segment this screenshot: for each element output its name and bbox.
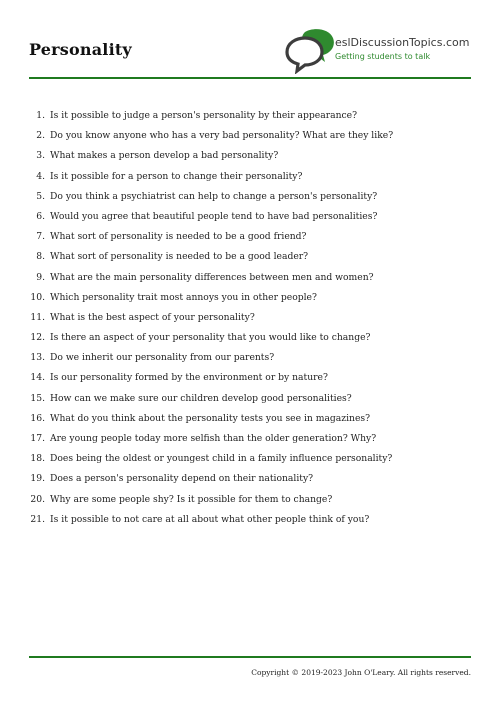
question-text: Is our personality formed by the environment or by nature? bbox=[50, 372, 328, 384]
question-item bbox=[29, 368, 471, 388]
question-number: 10. bbox=[30, 291, 45, 303]
question-text: Do you think a psychiatrist can help to change a person's personality? bbox=[50, 190, 378, 202]
question-number: 18. bbox=[30, 453, 45, 465]
copyright-notice: Copyright © 2019-2023 John O'Leary. All rights reserved. bbox=[251, 668, 471, 677]
question-item bbox=[29, 227, 471, 247]
question-text: What do you think about the personality tests you see in magazines? bbox=[50, 412, 371, 424]
question-number: 3. bbox=[36, 150, 45, 162]
question-item bbox=[29, 490, 471, 510]
question-number: 19. bbox=[30, 473, 45, 485]
question-text: Would you agree that beautiful people tend to have bad personalities? bbox=[50, 210, 378, 222]
page-header bbox=[29, 26, 471, 78]
question-item bbox=[29, 308, 471, 328]
question-text: Does a person's personality depend on their nationality? bbox=[50, 473, 314, 485]
site-logo bbox=[271, 26, 471, 74]
question-text: Why are some people shy? Is it possible for them to change? bbox=[50, 493, 333, 505]
question-text: What sort of personality is needed to be a good leader? bbox=[50, 251, 309, 263]
question-text: Do you know anyone who has a very bad personality? What are they like? bbox=[50, 130, 394, 142]
question-number: 13. bbox=[30, 352, 45, 364]
question-text: What makes a person develop a bad personality? bbox=[50, 150, 279, 162]
header-divider bbox=[29, 77, 471, 79]
question-item bbox=[29, 126, 471, 146]
question-item bbox=[29, 146, 471, 166]
question-text: Is there an aspect of your personality that you would like to change? bbox=[50, 332, 371, 344]
question-text: Is it possible for a person to change their personality? bbox=[50, 170, 303, 182]
question-text: Is it possible to judge a person's personality by their appearance? bbox=[50, 110, 358, 121]
question-item bbox=[29, 288, 471, 308]
logo-brand: eslDiscussionTopics.com bbox=[335, 36, 470, 49]
footer-divider bbox=[29, 656, 471, 658]
question-number: 8. bbox=[36, 251, 45, 263]
question-item bbox=[29, 247, 471, 267]
question-text: What is the best aspect of your personality? bbox=[50, 311, 255, 323]
question-number: 17. bbox=[30, 433, 45, 444]
question-text: Do we inherit our personality from our parents? bbox=[50, 352, 275, 364]
question-number: 4. bbox=[36, 170, 45, 182]
page-title: Personality bbox=[29, 40, 132, 59]
question-number: 16. bbox=[30, 412, 45, 424]
question-number: 9. bbox=[36, 271, 45, 283]
question-number: 21. bbox=[30, 513, 45, 525]
question-item bbox=[29, 167, 471, 187]
question-item bbox=[29, 389, 471, 409]
question-item bbox=[29, 409, 471, 429]
question-item bbox=[29, 268, 471, 288]
question-text: Is it possible to not care at all about what other people think of you? bbox=[50, 513, 370, 525]
question-number: 5. bbox=[36, 190, 45, 202]
question-text: What sort of personality is needed to be a good friend? bbox=[50, 231, 307, 243]
question-text: What are the main personality differences between men and women? bbox=[50, 271, 374, 283]
question-number: 14. bbox=[30, 372, 45, 384]
question-number: 15. bbox=[30, 392, 45, 404]
question-item bbox=[29, 207, 471, 227]
speech-bubbles-icon bbox=[283, 28, 335, 74]
question-text: Which personality trait most annoys you in other people? bbox=[50, 291, 317, 303]
question-number: 1. bbox=[36, 110, 45, 121]
question-number: 11. bbox=[30, 311, 45, 323]
question-item bbox=[29, 106, 471, 126]
question-item bbox=[29, 348, 471, 368]
question-text: Does being the oldest or youngest child in a family influence personality? bbox=[50, 453, 393, 465]
question-item bbox=[29, 187, 471, 207]
question-item bbox=[29, 510, 471, 530]
question-number: 6. bbox=[36, 210, 45, 222]
question-text: Are young people today more selfish than the older generation? Why? bbox=[50, 433, 377, 444]
logo-tagline: Getting students to talk bbox=[335, 52, 431, 61]
question-number: 2. bbox=[36, 130, 45, 142]
question-item bbox=[29, 449, 471, 469]
question-number: 7. bbox=[36, 231, 45, 243]
question-text: How can we make sure our children develop good personalities? bbox=[50, 392, 352, 404]
question-number: 12. bbox=[30, 332, 45, 344]
question-number: 20. bbox=[30, 493, 45, 505]
question-item bbox=[29, 328, 471, 348]
question-list bbox=[29, 106, 471, 530]
question-item bbox=[29, 429, 471, 449]
question-item bbox=[29, 469, 471, 489]
